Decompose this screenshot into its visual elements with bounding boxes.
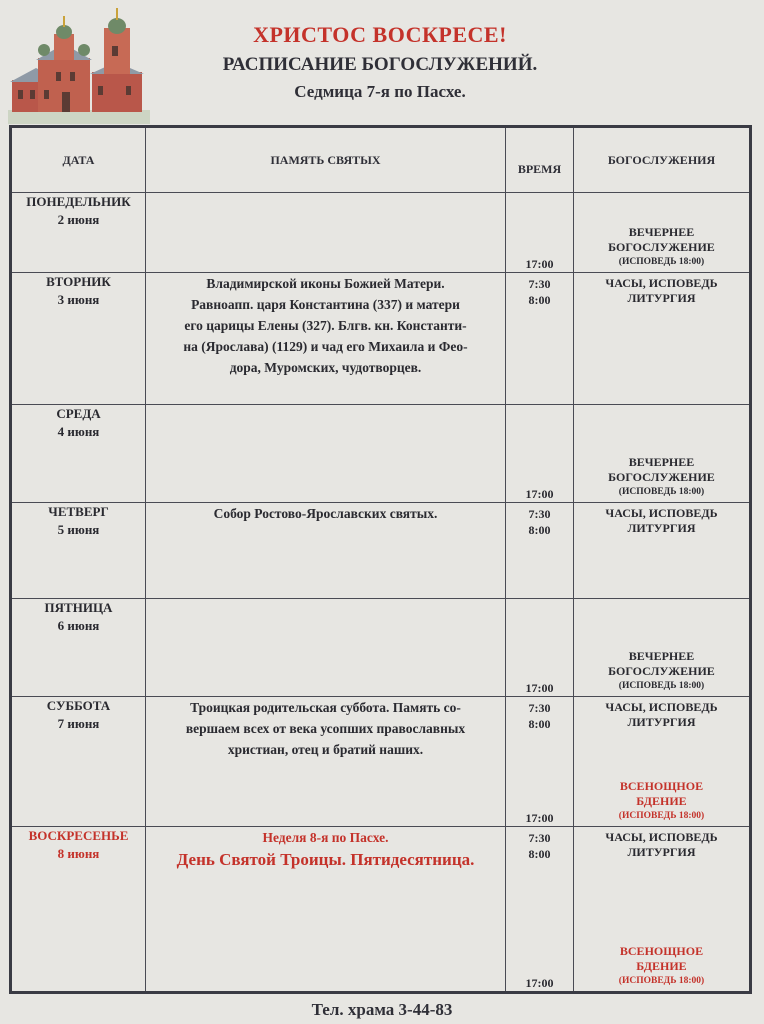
service-name: ЧАСЫ, ИСПОВЕДЬ <box>605 830 718 844</box>
saints-memory-cell <box>146 405 506 503</box>
services-cell <box>574 697 751 827</box>
evening-time: 17:00 <box>525 487 554 501</box>
day-name: ВТОРНИК <box>46 274 111 289</box>
day-date: 3 июня <box>57 292 100 307</box>
services-cell <box>574 193 751 273</box>
column-header-time: ВРЕМЯ <box>506 127 574 193</box>
evening-service-name: БОГОСЛУЖЕНИЕ <box>608 664 715 678</box>
memory-line: Равноапп. царя Константина (337) и матери <box>191 297 460 312</box>
time-cell <box>506 193 574 273</box>
day-date: 4 июня <box>57 424 100 439</box>
service-time: 8:00 <box>528 523 551 537</box>
memory-line: на (Ярослава) (1129) и чад его Михаила и Фео- <box>183 339 468 354</box>
service-time: 8:00 <box>528 717 551 731</box>
day-cell <box>11 599 146 697</box>
saints-memory-cell <box>146 697 506 827</box>
evening-service-name: ВЕЧЕРНЕЕ <box>628 649 695 663</box>
page-subtitle: Седмица 7-я по Пасхе. <box>294 82 466 101</box>
evening-service-name: ВСЕНОЩНОЕ <box>619 944 704 958</box>
day-date: 6 июня <box>57 618 100 633</box>
table-row <box>11 273 751 405</box>
church-phone: Тел. храма 3-44-83 <box>311 1000 453 1019</box>
day-date: 7 июня <box>57 716 100 731</box>
evening-time: 17:00 <box>525 811 554 825</box>
services-cell <box>574 273 751 405</box>
memory-line: христиан, отец и братий наших. <box>227 742 424 757</box>
memory-line: вершаем всех от века усопших православных <box>185 721 466 736</box>
saints-memory-cell <box>146 503 506 599</box>
table-row <box>11 599 751 697</box>
evening-time: 17:00 <box>525 257 554 271</box>
time-cell <box>506 503 574 599</box>
day-name: ЧЕТВЕРГ <box>48 504 109 519</box>
service-time: 7:30 <box>528 701 551 715</box>
column-header-date: ДАТА <box>11 127 146 193</box>
table-row <box>11 697 751 827</box>
time-cell <box>506 697 574 827</box>
saints-memory-cell <box>146 599 506 697</box>
service-name: ЛИТУРГИЯ <box>627 715 696 729</box>
time-cell <box>506 827 574 993</box>
day-cell <box>11 827 146 993</box>
evening-service-name: ВЕЧЕРНЕЕ <box>628 225 695 239</box>
confession-note: (ИСПОВЕДЬ 18:00) <box>618 976 705 986</box>
confession-note: (ИСПОВЕДЬ 18:00) <box>618 681 705 691</box>
day-cell <box>11 193 146 273</box>
day-date: 5 июня <box>57 522 100 537</box>
evening-service-name: ВСЕНОЩНОЕ <box>619 779 704 793</box>
evening-service-name: БОГОСЛУЖЕНИЕ <box>608 240 715 254</box>
memory-line: Троицкая родительская суббота. Память со- <box>190 700 461 715</box>
confession-note: (ИСПОВЕДЬ 18:00) <box>618 487 705 497</box>
evening-service-name: БДЕНИЕ <box>636 959 687 973</box>
evening-time: 17:00 <box>525 976 554 990</box>
evening-time: 17:00 <box>525 681 554 695</box>
saints-memory-cell <box>146 827 506 993</box>
time-cell <box>506 273 574 405</box>
memory-line: его царицы Елены (327). Блгв. кн. Константи- <box>184 318 467 333</box>
services-cell <box>574 503 751 599</box>
evening-service-name: ВЕЧЕРНЕЕ <box>628 455 695 469</box>
services-cell <box>574 405 751 503</box>
service-time: 7:30 <box>528 831 551 845</box>
service-time: 7:30 <box>528 277 551 291</box>
service-name: ЛИТУРГИЯ <box>627 845 696 859</box>
saints-memory-cell <box>146 273 506 405</box>
day-cell <box>11 503 146 599</box>
column-header-services: БОГОСЛУЖЕНИЯ <box>574 127 751 193</box>
day-name: СУББОТА <box>46 698 111 713</box>
page-title: РАСПИСАНИЕ БОГОСЛУЖЕНИЙ. <box>222 54 538 75</box>
day-date: 8 июня <box>57 846 100 861</box>
greeting-heading: ХРИСТОС ВОСКРЕСЕ! <box>253 22 507 47</box>
table-row <box>11 827 751 993</box>
service-name: ЛИТУРГИЯ <box>627 291 696 305</box>
table-row <box>11 503 751 599</box>
confession-note: (ИСПОВЕДЬ 18:00) <box>618 811 705 821</box>
service-name: ЧАСЫ, ИСПОВЕДЬ <box>605 700 718 714</box>
table-row <box>11 193 751 273</box>
saints-memory-cell <box>146 193 506 273</box>
day-cell <box>11 405 146 503</box>
memory-line: Собор Ростово-Ярославских святых. <box>213 506 438 521</box>
service-name: ЧАСЫ, ИСПОВЕДЬ <box>605 506 718 520</box>
time-cell <box>506 405 574 503</box>
services-cell <box>574 827 751 993</box>
schedule-table <box>9 125 752 994</box>
service-name: ЧАСЫ, ИСПОВЕДЬ <box>605 276 718 290</box>
services-cell <box>574 599 751 697</box>
day-cell <box>11 697 146 827</box>
memory-line: Владимирской иконы Божией Матери. <box>206 276 445 291</box>
evening-service-name: БОГОСЛУЖЕНИЕ <box>608 470 715 484</box>
service-name: ЛИТУРГИЯ <box>627 521 696 535</box>
service-time: 8:00 <box>528 293 551 307</box>
memory-line: День Святой Троицы. Пятидесятница. <box>176 850 475 869</box>
service-time: 8:00 <box>528 847 551 861</box>
table-row <box>11 405 751 503</box>
evening-service-name: БДЕНИЕ <box>636 794 687 808</box>
memory-line: Неделя 8-я по Пасхе. <box>262 830 389 845</box>
day-name: ВОСКРЕСЕНЬЕ <box>28 828 129 843</box>
time-cell <box>506 599 574 697</box>
day-name: ПОНЕДЕЛЬНИК <box>26 194 131 209</box>
memory-line: дора, Муромских, чудотворцев. <box>229 360 422 375</box>
day-cell <box>11 273 146 405</box>
column-header-saints: ПАМЯТЬ СВЯТЫХ <box>146 127 506 193</box>
day-name: ПЯТНИЦА <box>44 600 113 615</box>
header-row <box>11 127 751 193</box>
confession-note: (ИСПОВЕДЬ 18:00) <box>618 257 705 267</box>
service-time: 7:30 <box>528 507 551 521</box>
church-illustration-icon <box>8 6 150 124</box>
day-date: 2 июня <box>57 212 100 227</box>
day-name: СРЕДА <box>56 406 101 421</box>
